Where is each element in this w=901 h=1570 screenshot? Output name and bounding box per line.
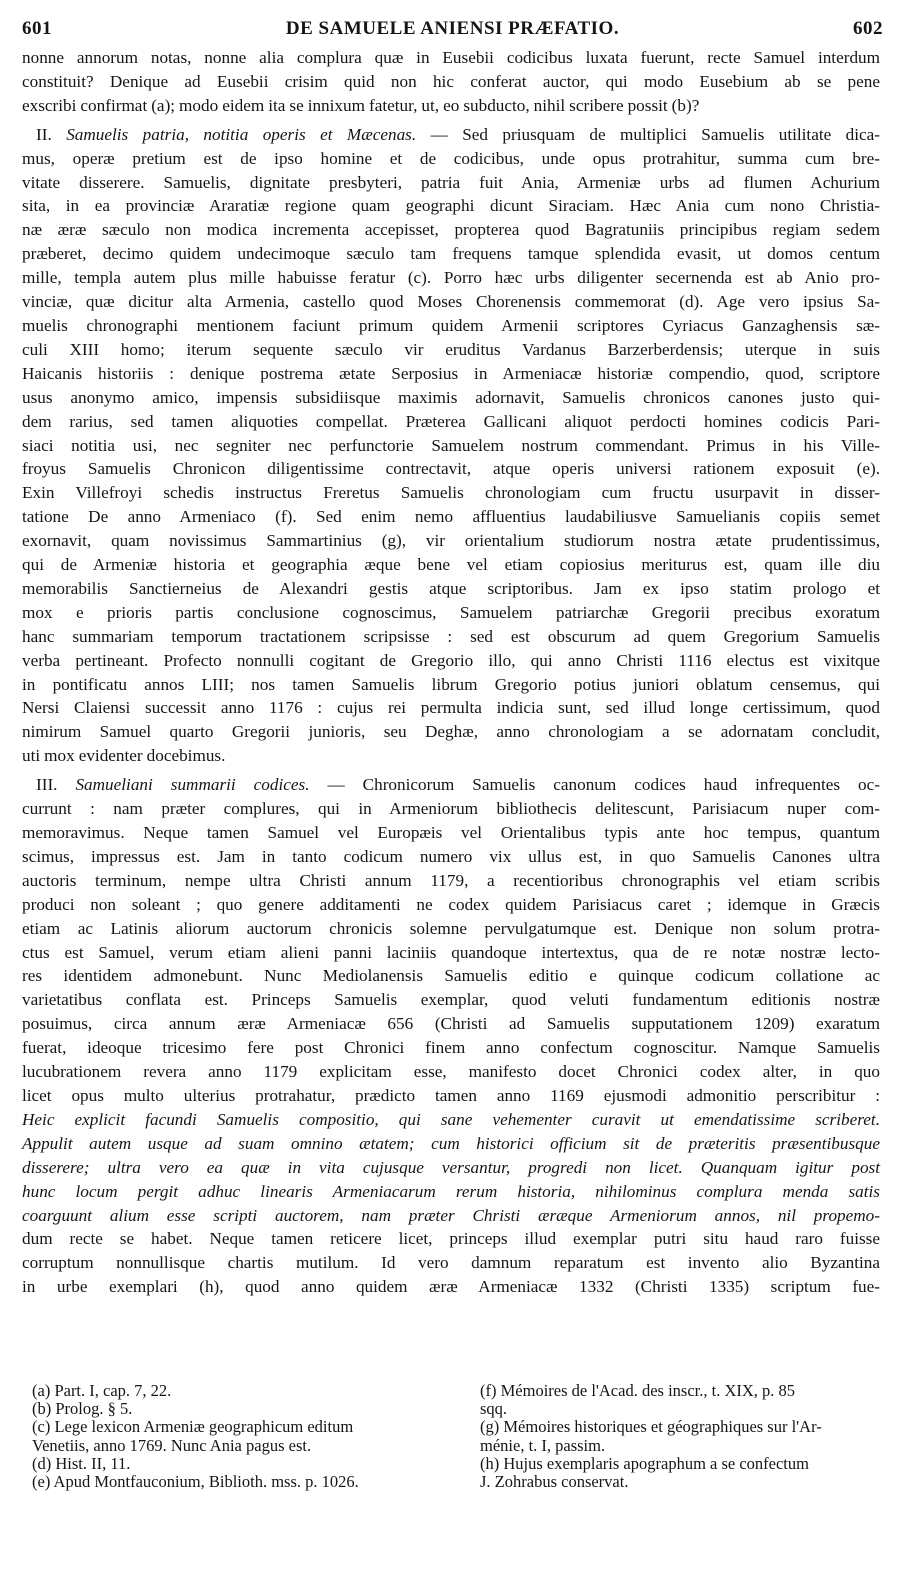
text-line: sita, in ea provinciæ Araratiæ regione quam geographi dicunt Siraciam. Hæc Ania cum nono Christia- [22,196,880,216]
text-line: mus, operæ pretium est de ipso homine et de codicibus, unde opus protrahitur, summa cum bre- [22,148,880,168]
footnote: (b) Prolog. § 5. [32,1399,133,1419]
text-line: uti mox evidenter docebimus. [22,746,226,766]
text-line: produci non soleant ; quo genere additamenti ne codex quidem Parisiacus caret ; idemque in Græcis [22,894,880,914]
footnote: (a) Part. I, cap. 7, 22. [32,1381,172,1400]
section-heading-line [22,773,880,797]
section-title: Samueliani summarii codices. [75,775,310,795]
running-header [22,18,883,46]
text-line: siaci notitia usi, nec segniter nec perfunctorie Samuelem nostrum commendant. Primus in his Ville- [22,435,880,455]
text-line: Exin Villefroyi schedis instructus Freretus Samuelis chronologiam cum fructu usurpavit in disser- [22,483,880,503]
text-line: vitate disserere. Samuelis, dignitate presbyteri, patria fuit Ania, Armeniæ urbs ad flumen Achurium [22,172,880,192]
text-line: scimus, impressus est. Jam in tanto codicum numero vix ullus est, in quo Samuelis Canones ultra [22,846,880,866]
text-line: dum recte se habet. Neque tamen reticere licet, princeps illud exemplar putri situ haud raro fuisse [22,1229,880,1249]
text-line: præberet, decimo quidem undecimoque sæculo tam frequens tamque splendida evasit, ut domos centum [22,244,880,264]
text-line: lucubrationem revera anno 1179 explicitam esse, manifesto docet Chronici codex alter, in quo [22,1062,880,1082]
text-line: hanc summariam temporum tractationem scripsisse : sed est obscurum ad quem Gregorium Samuelis [22,626,880,646]
text-line: Appulit autem usque ad suam omnino ætatem; cum historici officium sit de præteritis præsentibusque [22,1133,880,1153]
text-line: exornavit, quam novissimus Sammartinius (g), vir orientalium studiorum nostra ætate prudentissimus, [22,531,880,551]
text-line: constituit? Denique ad Eusebii crisim quid non hic conferat auctor, qui modo Eusebium ab se pene [22,71,880,91]
footnote: (f) Mémoires de l'Acad. des inscr., t. XIX, p. 85 [480,1381,796,1400]
text-line: Nersi Claiensi successit anno 1176 : cujus rei permulta indicia sunt, sed illud longe certissimum, quod [22,698,880,718]
text-line: froyus Samuelis Chronicon diligentissime contrectavit, atque operis universi rationem exposuit (e). [22,459,880,479]
text-line: hunc locum pergit adhuc linearis Armeniacarum rerum historia, nihilominus complura menda satis [22,1181,880,1201]
body-text [22,46,880,1299]
text-line: ctus est Samuel, verum etiam alieni panni laciniis quandoque intertextus, qua de re notæ nostræ lecto- [22,942,880,962]
text-line: disserere; ultra vero ea quæ in vita cujusque versantur, progredi non licet. Quanquam igitur post [22,1157,880,1177]
section-title: Samuelis patria, notitia operis et Mæcenas. [66,124,417,144]
footnote: (d) Hist. II, 11. [32,1453,131,1473]
text-line: dem rarius, sed tamen aliquoties compellat. Præterea Gallicani aliquot perdocti homines codicis Pari- [22,411,880,431]
text-line: mille, templa autem plus mille habuisse feratur (c). Porro hæc urbs diligenter secernenda est ab Anio pro- [22,268,880,288]
text-line: memoravimus. Neque tamen Samuel vel Europæis vel Orientalibus typis ante hoc tempus, quantum [22,823,880,842]
text-line: memorabilis Sanctierneius de Alexandri gestis atque scriptoribus. Jam ex ipso statim prologo et [22,578,880,598]
text-line: tatione De anno Armeniaco (f). Sed enim nemo affluentius laudabiliusve Samuelianis copiis semet [22,507,880,527]
text-line: mox e prioris partis conclusione cognoscimus, Samuelem patriarchæ Gregorii precibus exoratum [22,602,880,622]
text-line: corruptum nonnullisque chartis mutilum. Id vero damnum reparatum est invento alio Byzantina [22,1253,880,1273]
text-line: varietatibus conflata est. Princeps Samuelis exemplar, quod veluti fundamentum editionis nostræ [22,990,880,1010]
text-line: culi XIII homo; iterum sequente sæculo vir eruditus Vardanus Barzerberdensis; uterque in suis [22,339,880,359]
text-line: auctoris terminum, nempe ultra Christi annum 1179, a recentioribus chronographis vel etiam scribis [22,870,880,890]
text-line: næ æræ sæculo non modica incrementa accepisset, propterea quod Bagratuniis principibus regiam sedem [22,220,880,240]
footnotes-right-column [480,1382,900,1491]
text-line: posuimus, circa annum æræ Armeniacæ 656 (Christi ad Samuelis supputationem 1209) exaratum [22,1014,880,1034]
text-line: exscribi confirmat (a); modo eidem ita se innixum fatetur, ut, eo subducto, nihil scribere possit (b)? [22,95,700,115]
footnote: (e) Apud Montfauconium, Biblioth. mss. p. 1026. [32,1472,359,1492]
text-line: qui de Armeniæ historia et geographia æque bene vel etiam copiosius meriturus est, quam ille diu [22,555,880,575]
text-line: etiam ac Latinis aliorum auctorum chronicis solemne pervulgatumque est. Denique non solum protra- [22,918,880,938]
footnote-continuation: sqq. [480,1399,508,1419]
text-line: Heic explicit facundi Samuelis compositio, qui sane vehementer curavit ut emendatissime scriberet. [22,1109,880,1129]
section-number: III. [36,775,58,795]
text-line: coarguunt alium esse scripti auctorem, nam præter Christi æræque Armeniorum annos, nil propemo- [22,1205,880,1225]
text-line: Haicanis historiis : denique postrema ætate Serposius in Armeniacæ historiæ compendio, quod, scriptore [22,363,880,383]
text-line: verba pertineant. Profecto nonnulli cogitant de Gregorio illo, qui anno Christi 1116 electus est vixitque [22,650,880,670]
text-line: currunt : nam præter complures, qui in Armeniorum bibliothecis delitescunt, Parisiacum nuper com- [22,799,880,819]
footnote: (h) Hujus exemplaris apographum a se confectum [480,1453,809,1473]
text-line: vinciæ, quæ dicitur alta Armenia, castello quod Moses Chorenensis commemorat (d). Age vero ipsius Sa- [22,292,880,312]
text-line: in pontificatu annos LIII; nos tamen Samuelis librum Gregorio potius juniori oblatum censemus, qui [22,674,880,694]
text-line: nimirum Samuel quarto Gregorii junioris, seu Deghæ, anno chronologiam a se adornatam concludit, [22,722,880,742]
text-line: res identidem admonebunt. Nunc Mediolanensis Samuelis editio e quinque codicum collatione ac [22,966,880,986]
footnote-continuation: Venetiis, anno 1769. Nunc Ania pagus est. [32,1435,312,1455]
running-title: DE SAMUELE ANIENSI PRÆFATIO. [285,18,620,39]
text-line: nonne annorum notas, nonne alia complura quæ in Eusebii codicibus luxata fuerunt, recte Samuel interdum [22,48,880,67]
text-line: usus anonymo amico, impensis subsidiisque maximis adornavit, Samuelis chronicos canones justo qui- [22,387,880,407]
page-number-right: 602 [853,18,883,39]
text-line: licet opus multo ulterius protrahatur, prædicto tamen anno 1169 ejusmodi admonitio perscribitur : [22,1085,880,1105]
text-line: in urbe exemplari (h), quod anno quidem æræ Armeniacæ 1332 (Christi 1335) scriptum fue- [22,1277,880,1297]
section-text: Samuelis patria, notitia operis et Mæcenas. — Sed priusquam de multiplici Samuelis utilitate dica- [66,124,881,144]
footnote-continuation: J. Zohrabus conservat. [480,1472,629,1492]
footnote-continuation: ménie, t. I, passim. [480,1435,606,1455]
page-number-left: 601 [22,18,52,39]
section-number: II. [36,124,52,144]
text-line: fuerat, ideoque tricesimo fere post Chronici finem anno confectum cognoscitur. Namque Samuelis [22,1038,880,1058]
footnotes-left-column [32,1382,452,1491]
text-line: muelis chronographi mentionem faciunt primum quidem Armenii scriptores Cyriacus Ganzaghensis sæ- [22,315,880,335]
footnote: (g) Mémoires historiques et géographiques sur l'Ar- [480,1417,822,1437]
section-heading-line [22,123,880,147]
section-text: Samueliani summarii codices. — Chronicorum Samuelis canonum codices haud infrequentes oc- [75,775,880,795]
footnote: (c) Lege lexicon Armeniæ geographicum editum [32,1417,354,1437]
